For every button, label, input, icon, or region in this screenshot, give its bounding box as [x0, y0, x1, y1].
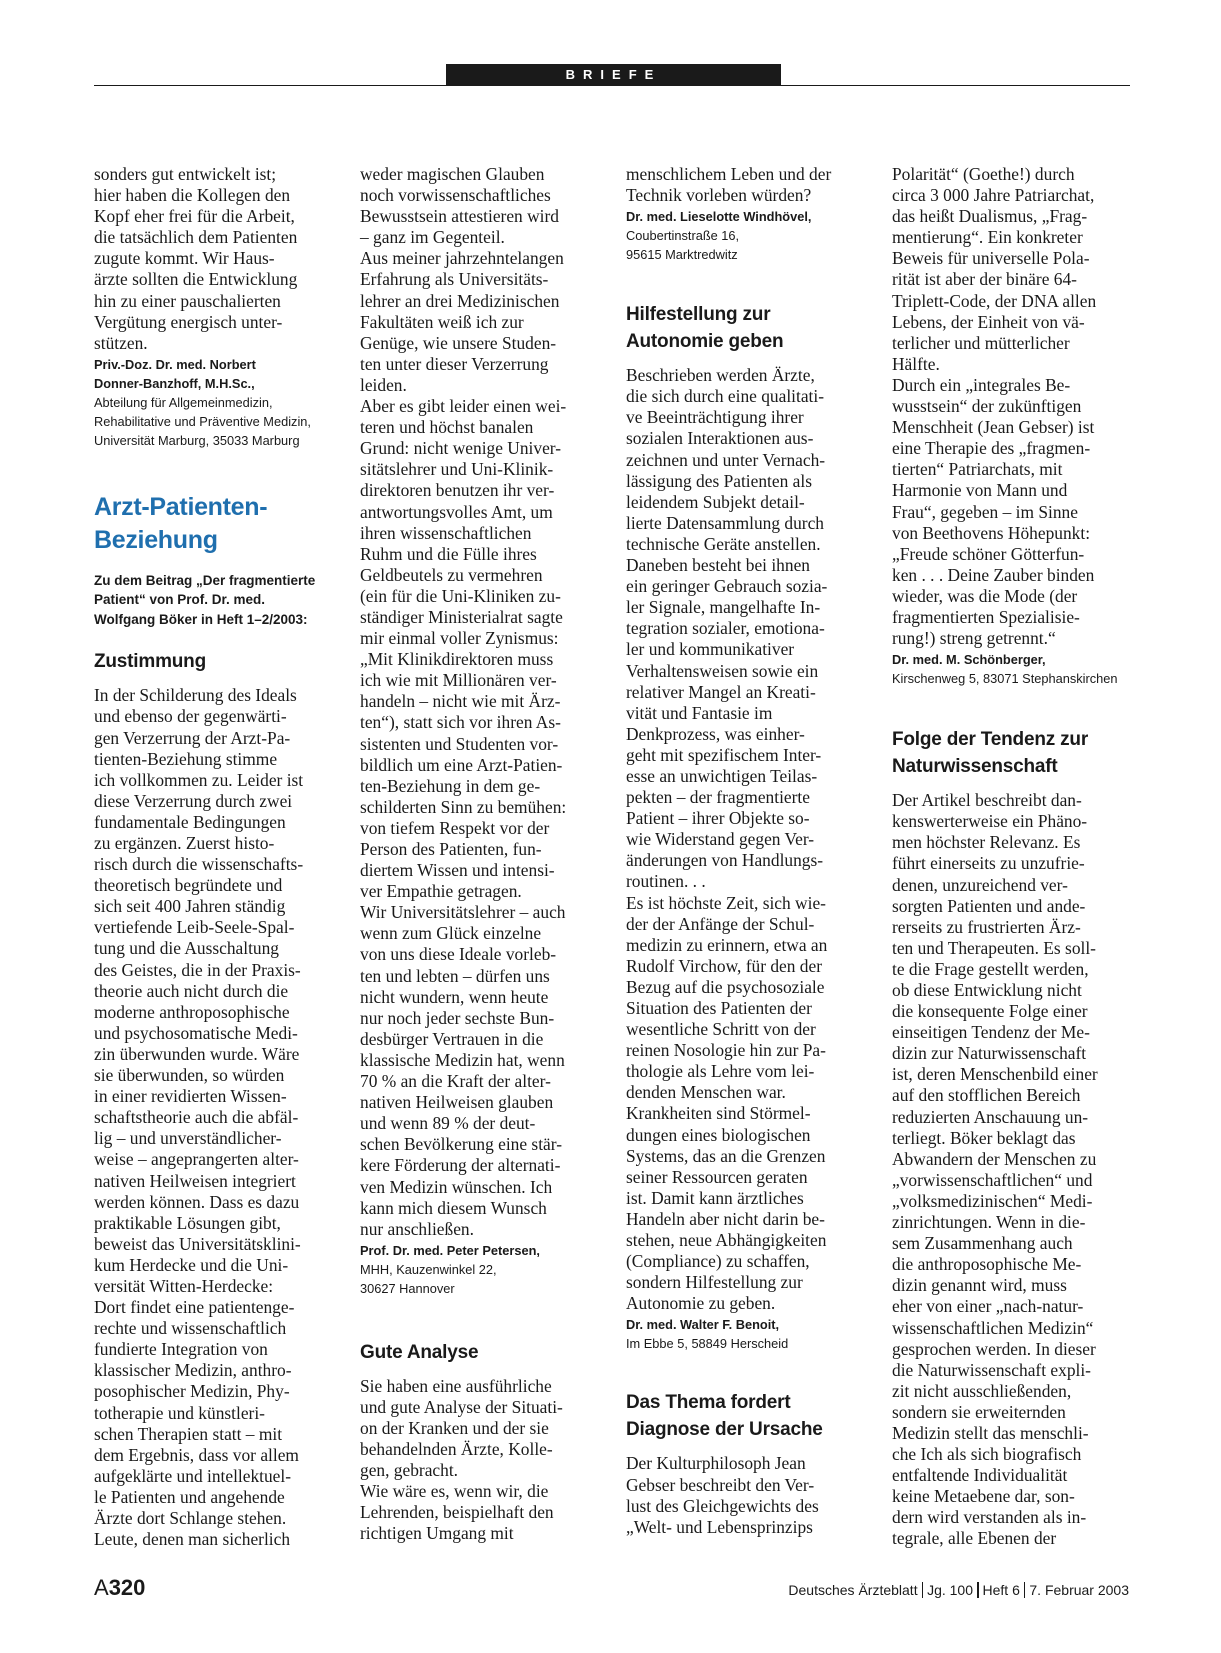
text-line: Lehrenden, beispielhaft den	[360, 1502, 554, 1523]
signature-name: Dr. med. Lieselotte Windhövel,	[626, 209, 812, 225]
text-line: sozialen Interaktionen aus-	[626, 428, 814, 449]
text-line: in einer revidierten Wissen-	[94, 1086, 287, 1107]
text-line: Situation des Patienten der	[626, 998, 812, 1018]
text-line: ve Beeinträchtigung ihrer	[626, 407, 804, 428]
text-line: Vergütung energisch unter-	[94, 311, 283, 332]
text-line: theorie auch nicht durch die	[94, 980, 289, 1001]
text-line: on der Kranken und der sie	[360, 1417, 549, 1438]
text-line: moderne anthroposophische	[94, 1001, 290, 1022]
journal-issue: Heft 6	[982, 1582, 1020, 1598]
text-line: Beschrieben werden Ärzte,	[626, 365, 815, 386]
text-line: ob diese Entwicklung nicht	[892, 980, 1082, 1000]
text-line: Triplett-Code, der DNA allen	[892, 290, 1097, 311]
letter-text	[626, 1453, 876, 1537]
text-line: rechte und wissenschaftlich	[94, 1318, 287, 1339]
text-line: führt einerseits zu unzufrie-	[892, 853, 1085, 874]
text-line: totherapie und künstleri-	[94, 1402, 265, 1423]
text-line: Priv.-Doz. Dr. med. Norbert	[94, 356, 256, 372]
text-line: Bezug auf die psychosoziale	[626, 976, 825, 997]
text-line: Patient“ von Prof. Dr. med.	[94, 592, 266, 608]
journal-name: Deutsches Ärzteblatt	[788, 1582, 918, 1598]
text-line: Erfahrung als Universitäts-	[360, 269, 549, 290]
text-line: lehrer an drei Medizinischen	[360, 290, 560, 311]
text-line: 30627 Hannover	[360, 1280, 455, 1296]
text-line: (Compliance) zu schaffen,	[626, 1251, 810, 1272]
text-line: teren und höchst banalen	[360, 417, 534, 438]
text-line: vität und Fantasie im	[626, 702, 773, 723]
text-line: In der Schilderung des Ideals	[94, 685, 297, 706]
text-line: thologie als Lehre vom lei-	[626, 1061, 815, 1082]
text-line: Rehabilitative und Präventive Medizin,	[94, 413, 311, 429]
text-line: desbürger Vertrauen in die	[360, 1028, 544, 1049]
page-prefix: A	[94, 1575, 109, 1600]
signature-address	[94, 393, 344, 450]
signature-name	[94, 355, 344, 393]
letter-text	[626, 164, 876, 206]
text-line: zu ergänzen. Zuerst histo-	[94, 833, 275, 853]
text-line: Geldbeutels zu vermehren	[360, 564, 543, 585]
text-line: zugute kommt. Wir Haus-	[94, 248, 275, 269]
text-line: „Welt- und Lebensprinzips	[626, 1516, 813, 1537]
letter-heading: Gute Analyse	[360, 1341, 479, 1363]
text-line: fundamentale Bedingungen	[94, 811, 286, 832]
text-line: ver Empathie getragen.	[360, 881, 522, 902]
text-line: Fakultäten weiß ich zur	[360, 311, 524, 332]
text-line: Naturwissenschaft	[892, 756, 1058, 778]
text-line: Person des Patienten, fun-	[360, 839, 542, 859]
text-line: Handeln aber nicht darin be-	[626, 1208, 825, 1229]
text-line: eine Therapie des „fragmen-	[892, 438, 1091, 459]
text-line: diertem Wissen und intensi-	[360, 860, 555, 881]
text-line: Der Kulturphilosoph Jean	[626, 1453, 806, 1474]
text-line: zeichnen und unter Vernach-	[626, 449, 826, 470]
text-line: tung und die Ausschaltung	[94, 938, 280, 959]
text-line: leidendem Subjekt detail-	[626, 491, 805, 512]
text-line: sondern sie erweiternden	[892, 1401, 1066, 1422]
text-line: geht mit spezifischem Inter-	[626, 744, 822, 765]
text-line: Denkprozess, was einher-	[626, 723, 805, 744]
text-line: Ruhm und die Fülle ihres	[360, 543, 537, 564]
text-line: lässigung des Patienten als	[626, 470, 812, 491]
text-line: ist. Damit kann ärztliches	[626, 1187, 804, 1208]
text-line: Kopf eher frei für die Arbeit,	[94, 206, 295, 227]
text-line: fragmentierten Spezialisie-	[892, 606, 1080, 627]
text-line: sich seit 400 Jahren ständig	[94, 896, 286, 917]
text-line: leiden.	[360, 374, 407, 395]
text-line: circa 3 000 Jahre Patriarchat,	[892, 185, 1095, 206]
text-line: ein geringer Gebrauch sozia-	[626, 576, 828, 597]
text-line: handeln – nicht wie mit Ärz-	[360, 691, 561, 712]
text-line: men höchster Relevanz. Es	[892, 832, 1081, 853]
text-line: wusstsein“ der zukünftigen	[892, 396, 1082, 417]
text-line: Genüge, wie unsere Studen-	[360, 332, 557, 353]
text-line: kann mich diesem Wunsch	[360, 1197, 547, 1218]
text-line: gen, gebracht.	[360, 1460, 459, 1481]
text-line: die anthroposophische Me-	[892, 1254, 1082, 1275]
signature-address	[626, 226, 876, 264]
text-line: theoretisch begründete und	[94, 875, 283, 896]
text-line: Zu dem Beitrag „Der fragmentierte	[94, 572, 316, 588]
text-line: ihren wissenschaftlichen	[360, 522, 532, 543]
letter-heading	[892, 726, 1142, 780]
text-line: 70 % an die Kraft der alter-	[360, 1071, 551, 1092]
column-1	[94, 164, 344, 1550]
text-line: entfaltende Individualität	[892, 1465, 1068, 1486]
text-line: Technik vorleben würden?	[626, 185, 812, 206]
text-line: schen Bevölkerung eine stär-	[360, 1134, 562, 1155]
text-line: und ebenso der gegenwärti-	[94, 706, 287, 727]
letter-text	[892, 164, 1142, 649]
text-line: rerseits zu frustrierten Ärz-	[892, 916, 1081, 937]
text-line: antwortungsvolles Amt, um	[360, 501, 553, 522]
text-line: Frau“, gegeben – im Sinne	[892, 501, 1078, 522]
letter-text	[892, 790, 1142, 1549]
text-line: tegrale, alle Ebenen der	[892, 1528, 1057, 1549]
text-line: ich wie mit Millionären ver-	[360, 670, 557, 691]
text-line: der der Anfänge der Schul-	[626, 913, 815, 934]
text-line: „volksmedizinischen“ Medi-	[892, 1190, 1093, 1211]
text-line: Dort findet eine patientenge-	[94, 1297, 295, 1318]
text-line: die tatsächlich dem Patienten	[94, 227, 298, 248]
text-line: Menschheit (Jean Gebser) ist	[892, 417, 1095, 438]
letter-heading	[626, 1389, 876, 1443]
text-line: des Geistes, die in der Praxis-	[94, 959, 301, 980]
text-line: das heißt Dualismus, „Frag-	[892, 206, 1088, 227]
text-line: risch durch die wissenschafts-	[94, 854, 304, 875]
text-line: nur noch jeder sechste Bun-	[360, 1007, 555, 1028]
text-line: Systems, das an die Grenzen	[626, 1145, 826, 1166]
text-line: schen Therapien statt – mit	[94, 1423, 283, 1444]
text-line: kenswerterweise ein Phäno-	[892, 811, 1088, 832]
text-line: fundierte Integration von	[94, 1339, 268, 1360]
text-line: gen Verzerrung der Arzt-Pa-	[94, 727, 291, 748]
text-line: hier haben die Kollegen den	[94, 185, 291, 206]
text-line: Durch ein „integrales Be-	[892, 374, 1071, 395]
text-line: ten und lebten – dürfen uns	[360, 965, 550, 986]
text-line: kere Förderung der alternati-	[360, 1155, 561, 1176]
text-line: Diagnose der Ursache	[626, 1419, 823, 1441]
text-line: Hilfestellung zur	[626, 304, 771, 326]
text-line: mentierung“. Ein konkreter	[892, 227, 1083, 248]
column-4	[892, 164, 1142, 1550]
text-line: noch vorwissenschaftliches	[360, 185, 551, 206]
text-line: MHH, Kauzenwinkel 22,	[360, 1261, 497, 1277]
text-line: dizin genannt wird, muss	[892, 1275, 1067, 1296]
text-line: Es ist höchste Zeit, sich wie-	[626, 892, 826, 913]
text-line: wesentliche Schritt von der	[626, 1019, 816, 1040]
text-line: sondern Hilfestellung zur	[626, 1272, 803, 1293]
text-line: hin zu einer pauschalierten	[94, 290, 281, 311]
text-line: Folge der Tendenz zur	[892, 729, 1089, 751]
text-line: te die Frage gestellt werden,	[892, 958, 1089, 979]
text-line: ständiger Ministerialrat sagte	[360, 606, 563, 627]
text-line: Wolfgang Böker in Heft 1–2/2003:	[94, 611, 308, 627]
text-line: sem Zusammenhang auch	[892, 1233, 1073, 1254]
text-line: zit nicht ausschließenden,	[892, 1380, 1072, 1401]
text-line: dungen eines biologischen	[626, 1124, 811, 1145]
letter-heading: Zustimmung	[94, 651, 206, 673]
text-line: rung!) streng getrennt.“	[892, 628, 1056, 649]
text-line: eher von einer „nach-natur-	[892, 1296, 1084, 1317]
text-line: nur anschließen.	[360, 1218, 474, 1239]
text-line: und psychosomatische Medi-	[94, 1022, 298, 1043]
text-line: Leute, denen man sicherlich	[94, 1529, 291, 1550]
text-line: lust des Gleichgewichts des	[626, 1495, 819, 1516]
text-line: lig – und unverständlicher-	[94, 1128, 282, 1149]
text-line: routinen. . .	[626, 871, 706, 892]
text-line: „Freude schöner Götterfun-	[892, 543, 1085, 564]
text-line: aufgeklärte und intellektuel-	[94, 1465, 292, 1486]
text-line: richtigen Umgang mit	[360, 1523, 514, 1544]
text-line: menschlichem Leben und der	[626, 164, 832, 184]
text-line: sonders gut entwickelt ist;	[94, 164, 277, 184]
text-line: che Ich als sich biografisch	[892, 1444, 1082, 1465]
signature-address: Kirschenweg 5, 83071 Stephanskirchen	[892, 671, 1118, 687]
text-line: von uns diese Ideale vorleb-	[360, 944, 557, 965]
text-line: änderungen von Handlungs-	[626, 850, 824, 871]
text-line: Beweis für universelle Pola-	[892, 248, 1090, 269]
text-line: posophischer Medizin, Phy-	[94, 1381, 290, 1402]
text-line: relativer Mangel an Kreati-	[626, 681, 816, 702]
text-line: Beziehung	[94, 525, 218, 554]
text-line: – ganz im Gegenteil.	[360, 227, 505, 248]
letter-text	[360, 1376, 610, 1545]
text-line: von tiefem Respekt vor der	[360, 817, 550, 838]
text-line: Autonomie zu geben.	[626, 1293, 776, 1314]
text-line: ler und kommunikativer	[626, 639, 795, 660]
text-line: kum Herdecke und die Uni-	[94, 1254, 289, 1275]
text-line: Bewusstsein attestieren wird	[360, 206, 559, 227]
text-line: ist, deren Menschenbild einer	[892, 1064, 1098, 1085]
signature-name: Prof. Dr. med. Peter Petersen,	[360, 1242, 540, 1258]
text-line: werden können. Dass es dazu	[94, 1191, 300, 1212]
text-line: Abwandern der Menschen zu	[892, 1148, 1097, 1169]
section-header: BRIEFE	[446, 64, 781, 85]
text-line: technische Geräte anstellen.	[626, 533, 821, 554]
text-line: praktikable Lösungen gibt,	[94, 1212, 281, 1233]
text-line: Ärzte dort Schlange stehen.	[94, 1508, 287, 1528]
text-line: nativen Heilweisen integriert	[94, 1170, 296, 1191]
text-line: Verhaltensweisen sowie ein	[626, 660, 819, 681]
text-line: Polarität“ (Goethe!) durch	[892, 164, 1075, 184]
letter-text	[94, 164, 344, 354]
text-line: Donner-Banzhoff, M.H.Sc.,	[94, 375, 255, 391]
page-number	[94, 1575, 145, 1601]
text-line: Coubertinstraße 16,	[626, 228, 740, 244]
text-line: ken . . . Deine Zauber binden	[892, 564, 1095, 585]
letter-text	[360, 164, 610, 1240]
text-line: Autonomie geben	[626, 331, 784, 353]
text-line: Harmonie von Mann und	[892, 480, 1068, 501]
text-line: dem Ergebnis, dass vor allem	[94, 1444, 299, 1465]
text-line: sitätslehrer und Uni-Klinik-	[360, 459, 554, 480]
page-number-value: 320	[108, 1575, 146, 1600]
text-line: lierte Datensammlung durch	[626, 512, 824, 533]
text-line: denen, unzureichend ver-	[892, 874, 1068, 895]
text-line: tierten“ Patriarchats, mit	[892, 459, 1063, 480]
text-line: dern wird verstanden als in-	[892, 1507, 1087, 1528]
text-line: wie Widerstand gegen Ver-	[626, 829, 815, 850]
article-reference	[94, 571, 344, 630]
text-line: wissenschaftlichen Medizin“	[892, 1317, 1094, 1338]
text-line: und gute Analyse der Situati-	[360, 1396, 563, 1417]
text-line: und wenn 89 % der deut-	[360, 1113, 536, 1134]
text-line: direktoren benutzen ihr ver-	[360, 480, 555, 501]
text-line: Hälfte.	[892, 353, 940, 374]
text-line: wieder, was die Mode (der	[892, 585, 1078, 606]
text-line: Der Artikel beschreibt dan-	[892, 790, 1082, 811]
text-line: schilderten Sinn zu bemühen:	[360, 796, 567, 817]
text-line: pekten – der fragmentierte	[626, 787, 810, 808]
text-line: Arzt-Patienten-	[94, 492, 268, 521]
text-line: Aus meiner jahrzehntelangen	[360, 248, 564, 269]
text-line: Rudolf Virchow, für den der	[626, 955, 822, 976]
journal-date: 7. Februar 2003	[1029, 1582, 1129, 1598]
text-line: Daneben besteht bei ihnen	[626, 555, 810, 576]
divider	[977, 1582, 979, 1598]
letter-heading	[626, 301, 876, 355]
column-2	[360, 164, 610, 1545]
journal-volume: Jg. 100	[927, 1582, 974, 1598]
text-line: einseitigen Tendenz der Me-	[892, 1022, 1090, 1043]
text-line: ärzte sollten die Entwicklung	[94, 269, 298, 290]
text-line: (ein für die Uni-Kliniken zu-	[360, 585, 561, 606]
divider	[1024, 1582, 1026, 1598]
text-line: Abteilung für Allgemeinmedizin,	[94, 394, 273, 410]
text-line: gesprochen werden. In dieser	[892, 1338, 1096, 1359]
text-line: zin überwunden wurde. Wäre	[94, 1043, 300, 1064]
text-line: weder magischen Glauben	[360, 164, 545, 184]
text-line: Das Thema fordert	[626, 1392, 791, 1414]
text-line: Krankheiten sind Störmel-	[626, 1103, 811, 1124]
text-line: klassischer Medizin, anthro-	[94, 1360, 292, 1381]
text-line: vertiefende Leib-Seele-Spal-	[94, 917, 295, 938]
letter-text	[94, 685, 344, 1550]
text-line: terlicher und mütterlicher	[892, 332, 1070, 353]
text-line: Sie haben eine ausführliche	[360, 1375, 552, 1396]
text-line: terliegt. Böker beklagt das	[892, 1127, 1076, 1148]
text-line: beweist das Universitätsklini-	[94, 1233, 301, 1254]
text-line: stützen.	[94, 332, 148, 353]
text-line: die sich durch eine qualitati-	[626, 386, 824, 407]
text-line: tienten-Beziehung stimme	[94, 748, 278, 769]
text-line: ich vollkommen zu. Leider ist	[94, 769, 304, 790]
text-line: ten unter dieser Verzerrung	[360, 353, 549, 374]
text-line: bildlich um eine Arzt-Patien-	[360, 754, 563, 775]
text-line: sistenten und Studenten vor-	[360, 733, 559, 754]
text-line: „vorwissenschaftlichen“ und	[892, 1169, 1093, 1190]
text-line: ten und Therapeuten. Es soll-	[892, 937, 1096, 958]
text-line: stehen, neue Abhängigkeiten	[626, 1230, 827, 1251]
journal-citation	[788, 1580, 1129, 1600]
text-line: denden Menschen war.	[626, 1082, 786, 1103]
column-3	[626, 164, 876, 1538]
text-line: wenn zum Glück einzelne	[360, 923, 542, 944]
text-line: le Patienten und angehende	[94, 1486, 285, 1507]
text-line: reduzierten Anschauung un-	[892, 1106, 1089, 1127]
text-line: esse an unwichtigen Teilas-	[626, 765, 818, 786]
text-line: dizin zur Naturwissenschaft	[892, 1043, 1087, 1064]
text-line: mir einmal voller Zynismus:	[360, 628, 559, 649]
signature-address: Im Ebbe 5, 58849 Herscheid	[626, 1336, 789, 1352]
text-line: behandelnden Ärzte, Kolle-	[360, 1439, 553, 1460]
text-line: medizin zu erinnern, etwa an	[626, 934, 828, 955]
header-rule	[94, 85, 1130, 86]
divider	[922, 1582, 924, 1598]
text-line: nicht wundern, wenn heute	[360, 986, 549, 1007]
text-line: von Beethovens Höhepunkt:	[892, 522, 1091, 543]
signature-name: Dr. med. M. Schönberger,	[892, 652, 1046, 668]
text-line: ten-Beziehung in dem ge-	[360, 775, 541, 796]
text-line: nativen Heilweisen glauben	[360, 1092, 554, 1113]
text-line: rität ist aber der binäre 64-	[892, 269, 1077, 290]
text-line: Medizin stellt das menschli-	[892, 1422, 1089, 1443]
text-line: „Mit Klinikdirektoren muss	[360, 649, 554, 670]
text-line: schaftstheorie auch die abfäl-	[94, 1107, 299, 1128]
text-line: ler Signale, mangelhafte In-	[626, 597, 821, 618]
text-line: diese Verzerrung durch zwei	[94, 790, 293, 811]
text-line: Wie wäre es, wenn wir, die	[360, 1481, 549, 1502]
text-line: sie überwunden, so würden	[94, 1065, 285, 1086]
section-title	[94, 491, 344, 557]
text-line: ten“), statt sich vor ihren As-	[360, 712, 561, 733]
text-line: Gebser beschreibt den Ver-	[626, 1474, 815, 1495]
text-line: Universität Marburg, 35033 Marburg	[94, 432, 300, 448]
letter-text	[626, 365, 876, 1314]
text-line: 95615 Marktredwitz	[626, 247, 738, 263]
text-line: Wir Universitätslehrer – auch	[360, 902, 566, 923]
text-line: keine Metaebene dar, son-	[892, 1486, 1075, 1507]
text-line: Patient – ihrer Objekte so-	[626, 808, 810, 829]
text-line: die Naturwissenschaft expli-	[892, 1359, 1091, 1380]
signature-address	[360, 1260, 610, 1298]
text-line: Aber es gibt leider einen wei-	[360, 396, 567, 417]
text-line: ven Medizin wünschen. Ich	[360, 1176, 553, 1197]
text-line: sorgten Patienten und ande-	[892, 895, 1086, 916]
text-line: Lebens, der Einheit von vä-	[892, 311, 1085, 332]
text-line: seiner Ressourcen geraten	[626, 1166, 808, 1187]
text-line: auf den stofflichen Bereich	[892, 1085, 1081, 1106]
text-line: zinrichtungen. Wenn in die-	[892, 1212, 1086, 1233]
text-line: klassische Medizin hat, wenn	[360, 1049, 565, 1070]
signature-name: Dr. med. Walter F. Benoit,	[626, 1317, 780, 1333]
text-line: die konsequente Folge einer	[892, 1001, 1088, 1022]
text-line: weise – angeprangerten alter-	[94, 1149, 299, 1170]
text-line: reinen Nosologie hin zur Pa-	[626, 1040, 826, 1061]
text-line: Grund: nicht wenige Univer-	[360, 438, 562, 459]
text-line: tegration sozialer, emotiona-	[626, 618, 825, 639]
text-line: versität Witten-Herdecke:	[94, 1275, 274, 1296]
